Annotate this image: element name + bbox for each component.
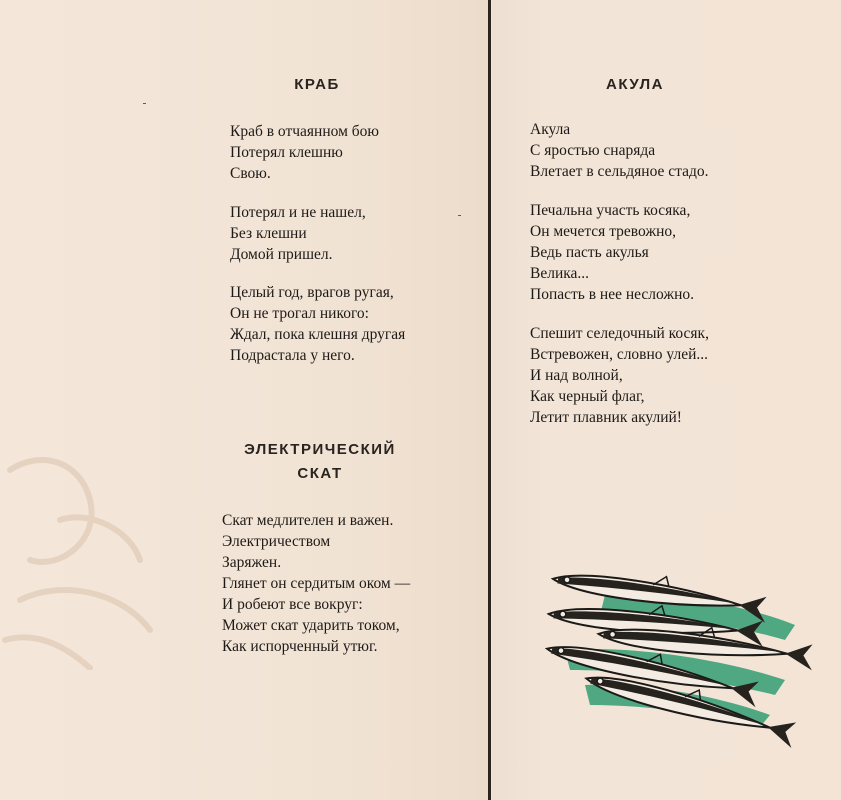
poem-line: Свою. [230,165,271,182]
poem-line: Без клешни [230,225,307,242]
crab-poem [230,121,405,384]
poem-line: Электричеством [222,533,331,550]
poem-line: Печальна участь косяка, [530,202,691,219]
poem-line: Заряжен. [222,554,282,571]
ray-title [220,438,420,486]
page-speck [458,215,461,216]
poem-line: Ведь пасть акулья [530,244,649,261]
poem-line: Влетает в сельдяное стадо. [530,163,709,180]
poem-line: Глянет он сердитым оком — [222,575,411,592]
shark-stanza-1 [530,119,709,182]
crab-stanza-1 [230,121,405,184]
poem-line: И над волной, [530,367,623,384]
shark-stanza-2 [530,200,709,305]
crab-stanza-2 [230,202,405,265]
ray-title-line-1: ЭЛЕКТРИЧЕСКИЙ [244,441,396,458]
poem-line: Попасть в нее несложно. [530,286,695,303]
faint-ray-illustration [0,440,200,670]
poem-line: Он не трогал никого: [230,305,369,322]
poem-line: И робеют все вокруг: [222,596,363,613]
page-speck [143,103,146,104]
poem-line: Он мечется тревожно, [530,223,676,240]
poem-line: Краб в отчаянном бою [230,123,379,140]
poem-line: Потерял и не нашел, [230,204,366,221]
poem-line: Ждал, пока клешня другая [230,326,406,343]
poem-line: С яростью снаряда [530,142,656,159]
poem-line: Подрастала у него. [230,347,355,364]
poem-line: Как черный флаг, [530,388,645,405]
poem-line: Скат медлителен и важен. [222,512,394,529]
poem-line: Спешит селедочный косяк, [530,325,709,342]
shark-stanza-3 [530,323,709,428]
poem-line: Домой пришел. [230,246,333,263]
shark-poem [530,119,709,446]
poem-line: Целый год, врагов ругая, [230,284,394,301]
poem-line: Велика... [530,265,590,282]
poem-line: Потерял клешню [230,144,343,161]
poem-line: Встревожен, словно улей... [530,346,709,363]
poem-line: Как испорченный утюг. [222,638,378,655]
shark-title: АКУЛА [606,76,664,93]
crab-stanza-3 [230,282,405,366]
poem-line: Летит плавник акулий! [530,409,682,426]
ray-title-line-2: СКАТ [297,465,343,482]
poem-line: Акула [530,121,571,138]
poem-line: Может скат ударить током, [222,617,400,634]
crab-title: КРАБ [294,76,340,93]
book-spine [488,0,491,800]
herring-school-illustration [545,555,815,750]
ray-poem [222,510,410,657]
